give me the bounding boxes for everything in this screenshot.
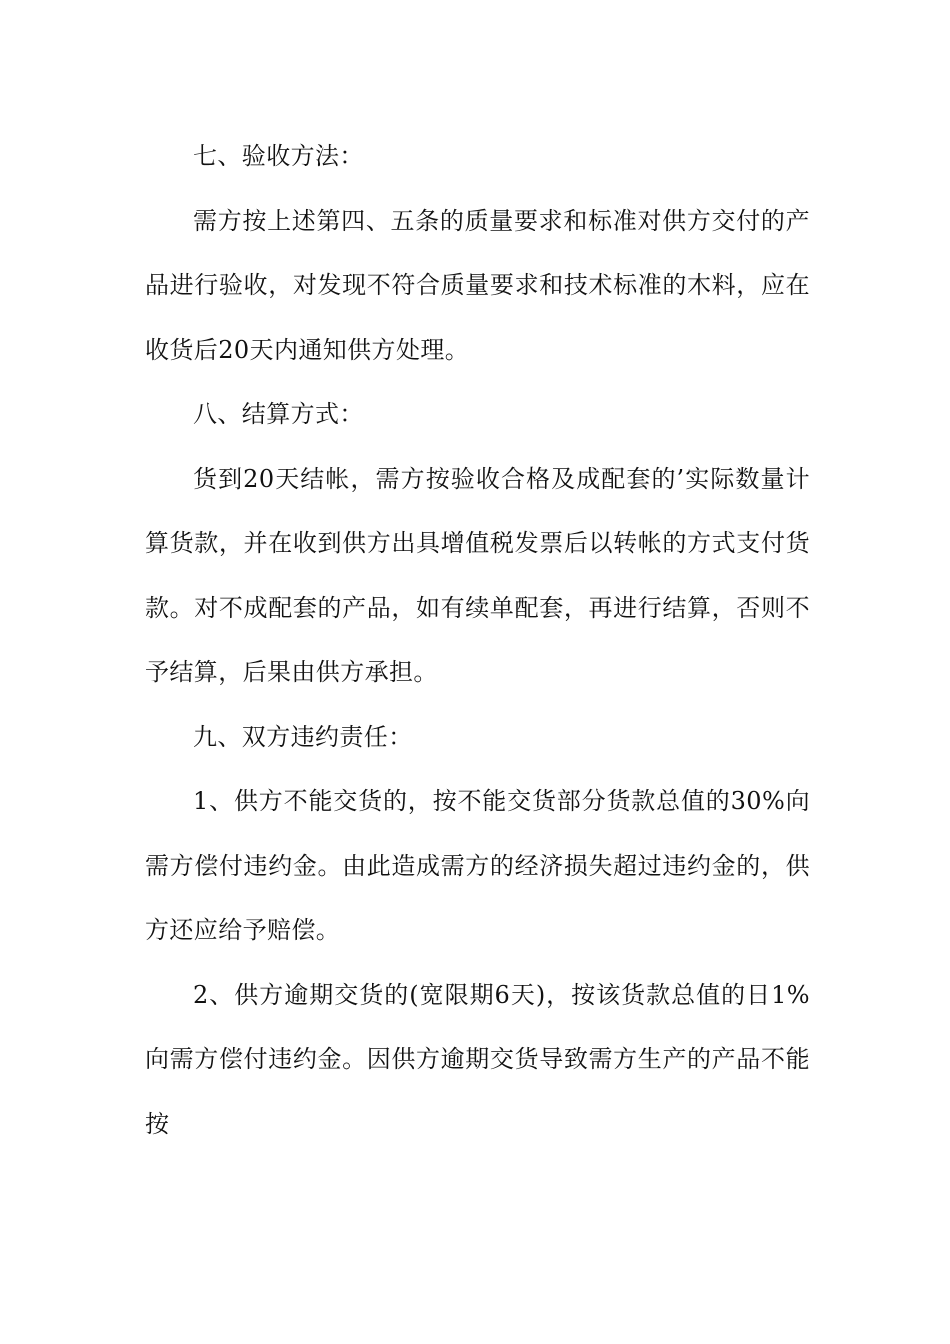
paragraph-breach-clause-2: 2、供方逾期交货的(宽限期6天)，按该货款总值的日1%向需方偿付违约金。因供方逾期交货导致需方生产的产品不能按 bbox=[145, 980, 810, 1138]
paragraph-acceptance-details: 需方按上述第四、五条的质量要求和标准对供方交付的产品进行验收，对发现不符合质量要求和技术标准的木料，应在收货后20天内通知供方处理。 bbox=[145, 206, 810, 364]
paragraph-settlement-details: 货到20天结帐，需方按验收合格及成配套的’实际数量计算货款，并在收到供方出具增值税发票后以转帐的方式支付货款。对不成配套的产品，如有续单配套，再进行结算，否则不予结算，后果由供方承担。 bbox=[145, 464, 810, 686]
section-heading-breach-liability: 九、双方违约责任： bbox=[193, 722, 413, 751]
section-heading-settlement-method: 八、结算方式： bbox=[193, 400, 364, 428]
section-heading-acceptance-method: 七、验收方法： bbox=[193, 142, 364, 170]
document-body bbox=[145, 124, 810, 1156]
paragraph-breach-clause-1: 1、供方不能交货的，按不能交货部分货款总值的30%向需方偿付违约金。由此造成需方的经济损失超过违约金的，供方还应给予赔偿。 bbox=[145, 787, 810, 944]
